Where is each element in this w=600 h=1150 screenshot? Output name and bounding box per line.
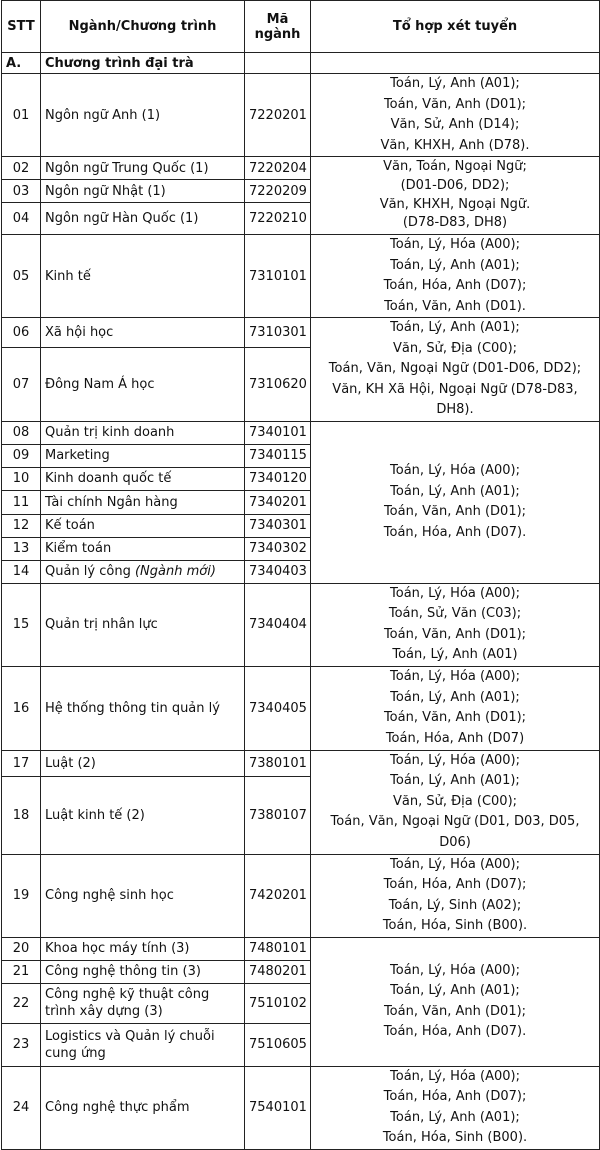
combo-line: Toán, Lý, Anh (A01); [390, 689, 520, 705]
row-stt: 17 [2, 750, 41, 776]
row-code: 7340201 [245, 490, 311, 514]
section-empty-code [245, 53, 311, 74]
combo-line: Toán, Hóa, Anh (D07); [383, 1089, 527, 1104]
row-stt: 09 [2, 444, 41, 467]
row-name: Kế toán [41, 514, 245, 537]
combo-cell [311, 235, 600, 318]
combo-cell [311, 157, 600, 235]
combo-cell [311, 666, 600, 750]
table-row [2, 421, 600, 444]
combo-line: Toán, Lý, Anh (A01); [390, 1109, 520, 1125]
combo-cell [311, 1066, 600, 1149]
row-code: 7220210 [245, 203, 311, 235]
combo-cell [311, 318, 600, 422]
row-code: 7220204 [245, 157, 311, 180]
row-stt: 07 [2, 348, 41, 421]
row-stt: 01 [2, 74, 41, 157]
row-code: 7340101 [245, 421, 311, 444]
row-code: 7340405 [245, 666, 311, 750]
combo-line: Toán, Văn, Anh (D01); [383, 1003, 527, 1019]
row-code: 7310620 [245, 348, 311, 421]
table-row [2, 318, 600, 348]
combo-line: Toán, Hóa, Sinh (B00). [382, 1130, 528, 1145]
header-stt: STT [2, 1, 41, 53]
row-stt: 16 [2, 666, 41, 750]
combo-cell [311, 421, 600, 583]
section-title: Chương trình đại trà [41, 53, 245, 74]
combo-cell [311, 750, 600, 854]
row-name: Ngôn ngữ Trung Quốc (1) [41, 157, 245, 180]
table-row [2, 157, 600, 180]
row-stt: 23 [2, 1023, 41, 1066]
row-code: 7340302 [245, 537, 311, 560]
row-code: 7380107 [245, 776, 311, 854]
row-name: Công nghệ kỹ thuật công trình xây dựng (3) [41, 983, 245, 1023]
row-name: Đông Nam Á học [41, 348, 245, 421]
combo-line: Toán, Lý, Anh (A01); [390, 483, 520, 499]
row-code: 7480101 [245, 937, 311, 960]
row-name: Marketing [41, 444, 245, 467]
combo-line: Toán, Lý, Hóa (A00); [390, 669, 520, 684]
row-stt: 21 [2, 960, 41, 983]
combo-line: Toán, Lý, Anh (A01); [390, 773, 520, 789]
row-code: 7510102 [245, 983, 311, 1023]
combo-line: Văn, Sử, Anh (D14); [390, 117, 520, 132]
table-row [2, 1066, 600, 1149]
row-stt: 24 [2, 1066, 41, 1149]
row-code: 7540101 [245, 1066, 311, 1149]
combo-line: DH8). [436, 402, 474, 417]
combo-line: Toán, Lý, Anh (A01); [390, 76, 520, 91]
row-stt: 06 [2, 318, 41, 348]
row-name: Công nghệ thực phẩm [41, 1066, 245, 1149]
combo-line: Toán, Lý, Anh (A01) [392, 647, 518, 662]
section-row [2, 53, 600, 74]
row-name: Quản trị nhân lực [41, 583, 245, 666]
combo-cell [311, 854, 600, 937]
row-name: Ngôn ngữ Nhật (1) [41, 180, 245, 203]
row-stt: 05 [2, 235, 41, 318]
row-name: Công nghệ sinh học [41, 854, 245, 937]
row-name: Luật (2) [41, 750, 245, 776]
section-empty-combos [311, 53, 600, 74]
header-code-line1: Mã [266, 11, 289, 27]
combo-line: Toán, Văn, Anh (D01); [383, 96, 527, 112]
table-row [2, 666, 600, 750]
table-row [2, 937, 600, 960]
row-code: 7310101 [245, 235, 311, 318]
row-stt: 12 [2, 514, 41, 537]
combo-line: Văn, Toán, Ngoại Ngữ; [383, 158, 527, 174]
row-code: 7380101 [245, 750, 311, 776]
combo-line: Toán, Lý, Hóa (A00); [390, 237, 520, 252]
combo-line: Toán, Văn, Anh (D01); [383, 504, 527, 519]
combo-line: Toán, Lý, Hóa (A00); [390, 856, 520, 872]
combo-line: Toán, Lý, Hóa (A00); [390, 1068, 520, 1084]
combo-cell [311, 583, 600, 666]
combo-line: Toán, Hóa, Anh (D07). [383, 1024, 527, 1039]
row-name [41, 560, 245, 583]
combo-line: Toán, Hóa, Anh (D07); [383, 877, 527, 892]
row-stt: 22 [2, 983, 41, 1023]
row-stt: 02 [2, 157, 41, 180]
header-row [2, 1, 600, 53]
combo-line: Toán, Văn, Ngoại Ngữ (D01-D06, DD2); [328, 361, 582, 376]
row-name: Ngôn ngữ Anh (1) [41, 74, 245, 157]
header-program: Ngành/Chương trình [41, 1, 245, 53]
row-stt: 13 [2, 537, 41, 560]
table-row [2, 235, 600, 318]
row-name: Quản trị kinh doanh [41, 421, 245, 444]
row-stt: 18 [2, 776, 41, 854]
row-code: 7340404 [245, 583, 311, 666]
row-code: 7340403 [245, 560, 311, 583]
combo-line: Toán, Lý, Anh (A01); [390, 983, 520, 998]
row-code: 7340120 [245, 467, 311, 490]
row-name: Tài chính Ngân hàng [41, 490, 245, 514]
combo-line: Toán, Lý, Hóa (A00); [390, 585, 520, 601]
row-stt: 15 [2, 583, 41, 666]
combo-line: Toán, Lý, Hóa (A00); [390, 962, 520, 978]
combo-line: Toán, Văn, Anh (D01); [383, 710, 527, 725]
combo-line: Văn, KHXH, Ngoại Ngữ. [379, 196, 531, 212]
combo-line: Toán, Sử, Văn (C03); [388, 606, 522, 621]
row-stt: 11 [2, 490, 41, 514]
row-code: 7220201 [245, 74, 311, 157]
combo-line: Toán, Lý, Hóa (A00); [390, 752, 520, 768]
row-stt: 19 [2, 854, 41, 937]
combo-cell [311, 937, 600, 1066]
combo-line: D06) [439, 834, 471, 850]
admission-table [1, 0, 600, 1150]
row-name-text: Quản lý công [45, 564, 131, 579]
combo-line: Toán, Lý, Sinh (A02); [388, 897, 522, 913]
row-code: 7420201 [245, 854, 311, 937]
row-name: Kiểm toán [41, 537, 245, 560]
row-name: Hệ thống thông tin quản lý [41, 666, 245, 750]
combo-line: Toán, Lý, Anh (A01); [390, 257, 520, 273]
combo-line: Toán, Văn, Ngoại Ngữ (D01, D03, D05, [330, 814, 580, 830]
row-stt: 10 [2, 467, 41, 490]
row-code: 7340115 [245, 444, 311, 467]
combo-line: (D01-D06, DD2); [400, 177, 510, 193]
combo-line: Toán, Hóa, Anh (D07). [383, 524, 527, 540]
combo-line: Toán, Hóa, Sinh (B00). [382, 918, 528, 933]
combo-line: Toán, Lý, Hóa (A00); [390, 463, 520, 478]
combo-line: Toán, Lý, Anh (A01); [390, 320, 520, 335]
row-name: Ngôn ngữ Hàn Quốc (1) [41, 203, 245, 235]
table-row [2, 583, 600, 666]
row-stt: 08 [2, 421, 41, 444]
row-code: 7510605 [245, 1023, 311, 1066]
row-name: Luật kinh tế (2) [41, 776, 245, 854]
combo-line: Toán, Hóa, Anh (D07) [385, 730, 525, 746]
header-code-line2: ngành [254, 26, 301, 42]
row-name: Kinh tế [41, 235, 245, 318]
row-name: Logistics và Quản lý chuỗi cung ứng [41, 1023, 245, 1066]
row-name: Công nghệ thông tin (3) [41, 960, 245, 983]
combo-line: Văn, Sử, Địa (C00); [392, 340, 518, 356]
row-code: 7340301 [245, 514, 311, 537]
row-stt: 04 [2, 203, 41, 235]
row-stt: 14 [2, 560, 41, 583]
combo-cell [311, 74, 600, 157]
row-code: 7480201 [245, 960, 311, 983]
row-name: Kinh doanh quốc tế [41, 467, 245, 490]
combo-line: Toán, Văn, Anh (D01); [383, 626, 527, 642]
combo-line: Toán, Văn, Anh (D01). [384, 298, 526, 314]
row-stt: 20 [2, 937, 41, 960]
header-combos: Tổ hợp xét tuyển [311, 1, 600, 53]
table-row [2, 750, 600, 776]
combo-line: Văn, KH Xã Hội, Ngoại Ngữ (D78-D83, [332, 381, 578, 397]
new-program-note: (Ngành mới) [134, 564, 216, 579]
combo-line: Văn, Sử, Địa (C00); [392, 793, 518, 809]
combo-line: Toán, Hóa, Anh (D07); [383, 278, 527, 293]
row-code: 7310301 [245, 318, 311, 348]
table-row [2, 74, 600, 157]
section-stt: A. [2, 53, 41, 74]
row-name: Khoa học máy tính (3) [41, 937, 245, 960]
row-code: 7220209 [245, 180, 311, 203]
header-code [245, 1, 311, 53]
combo-line: (D78-D83, DH8) [402, 215, 508, 231]
combo-line: Văn, KHXH, Anh (D78). [380, 137, 530, 153]
row-stt: 03 [2, 180, 41, 203]
table-row [2, 854, 600, 937]
row-name: Xã hội học [41, 318, 245, 348]
